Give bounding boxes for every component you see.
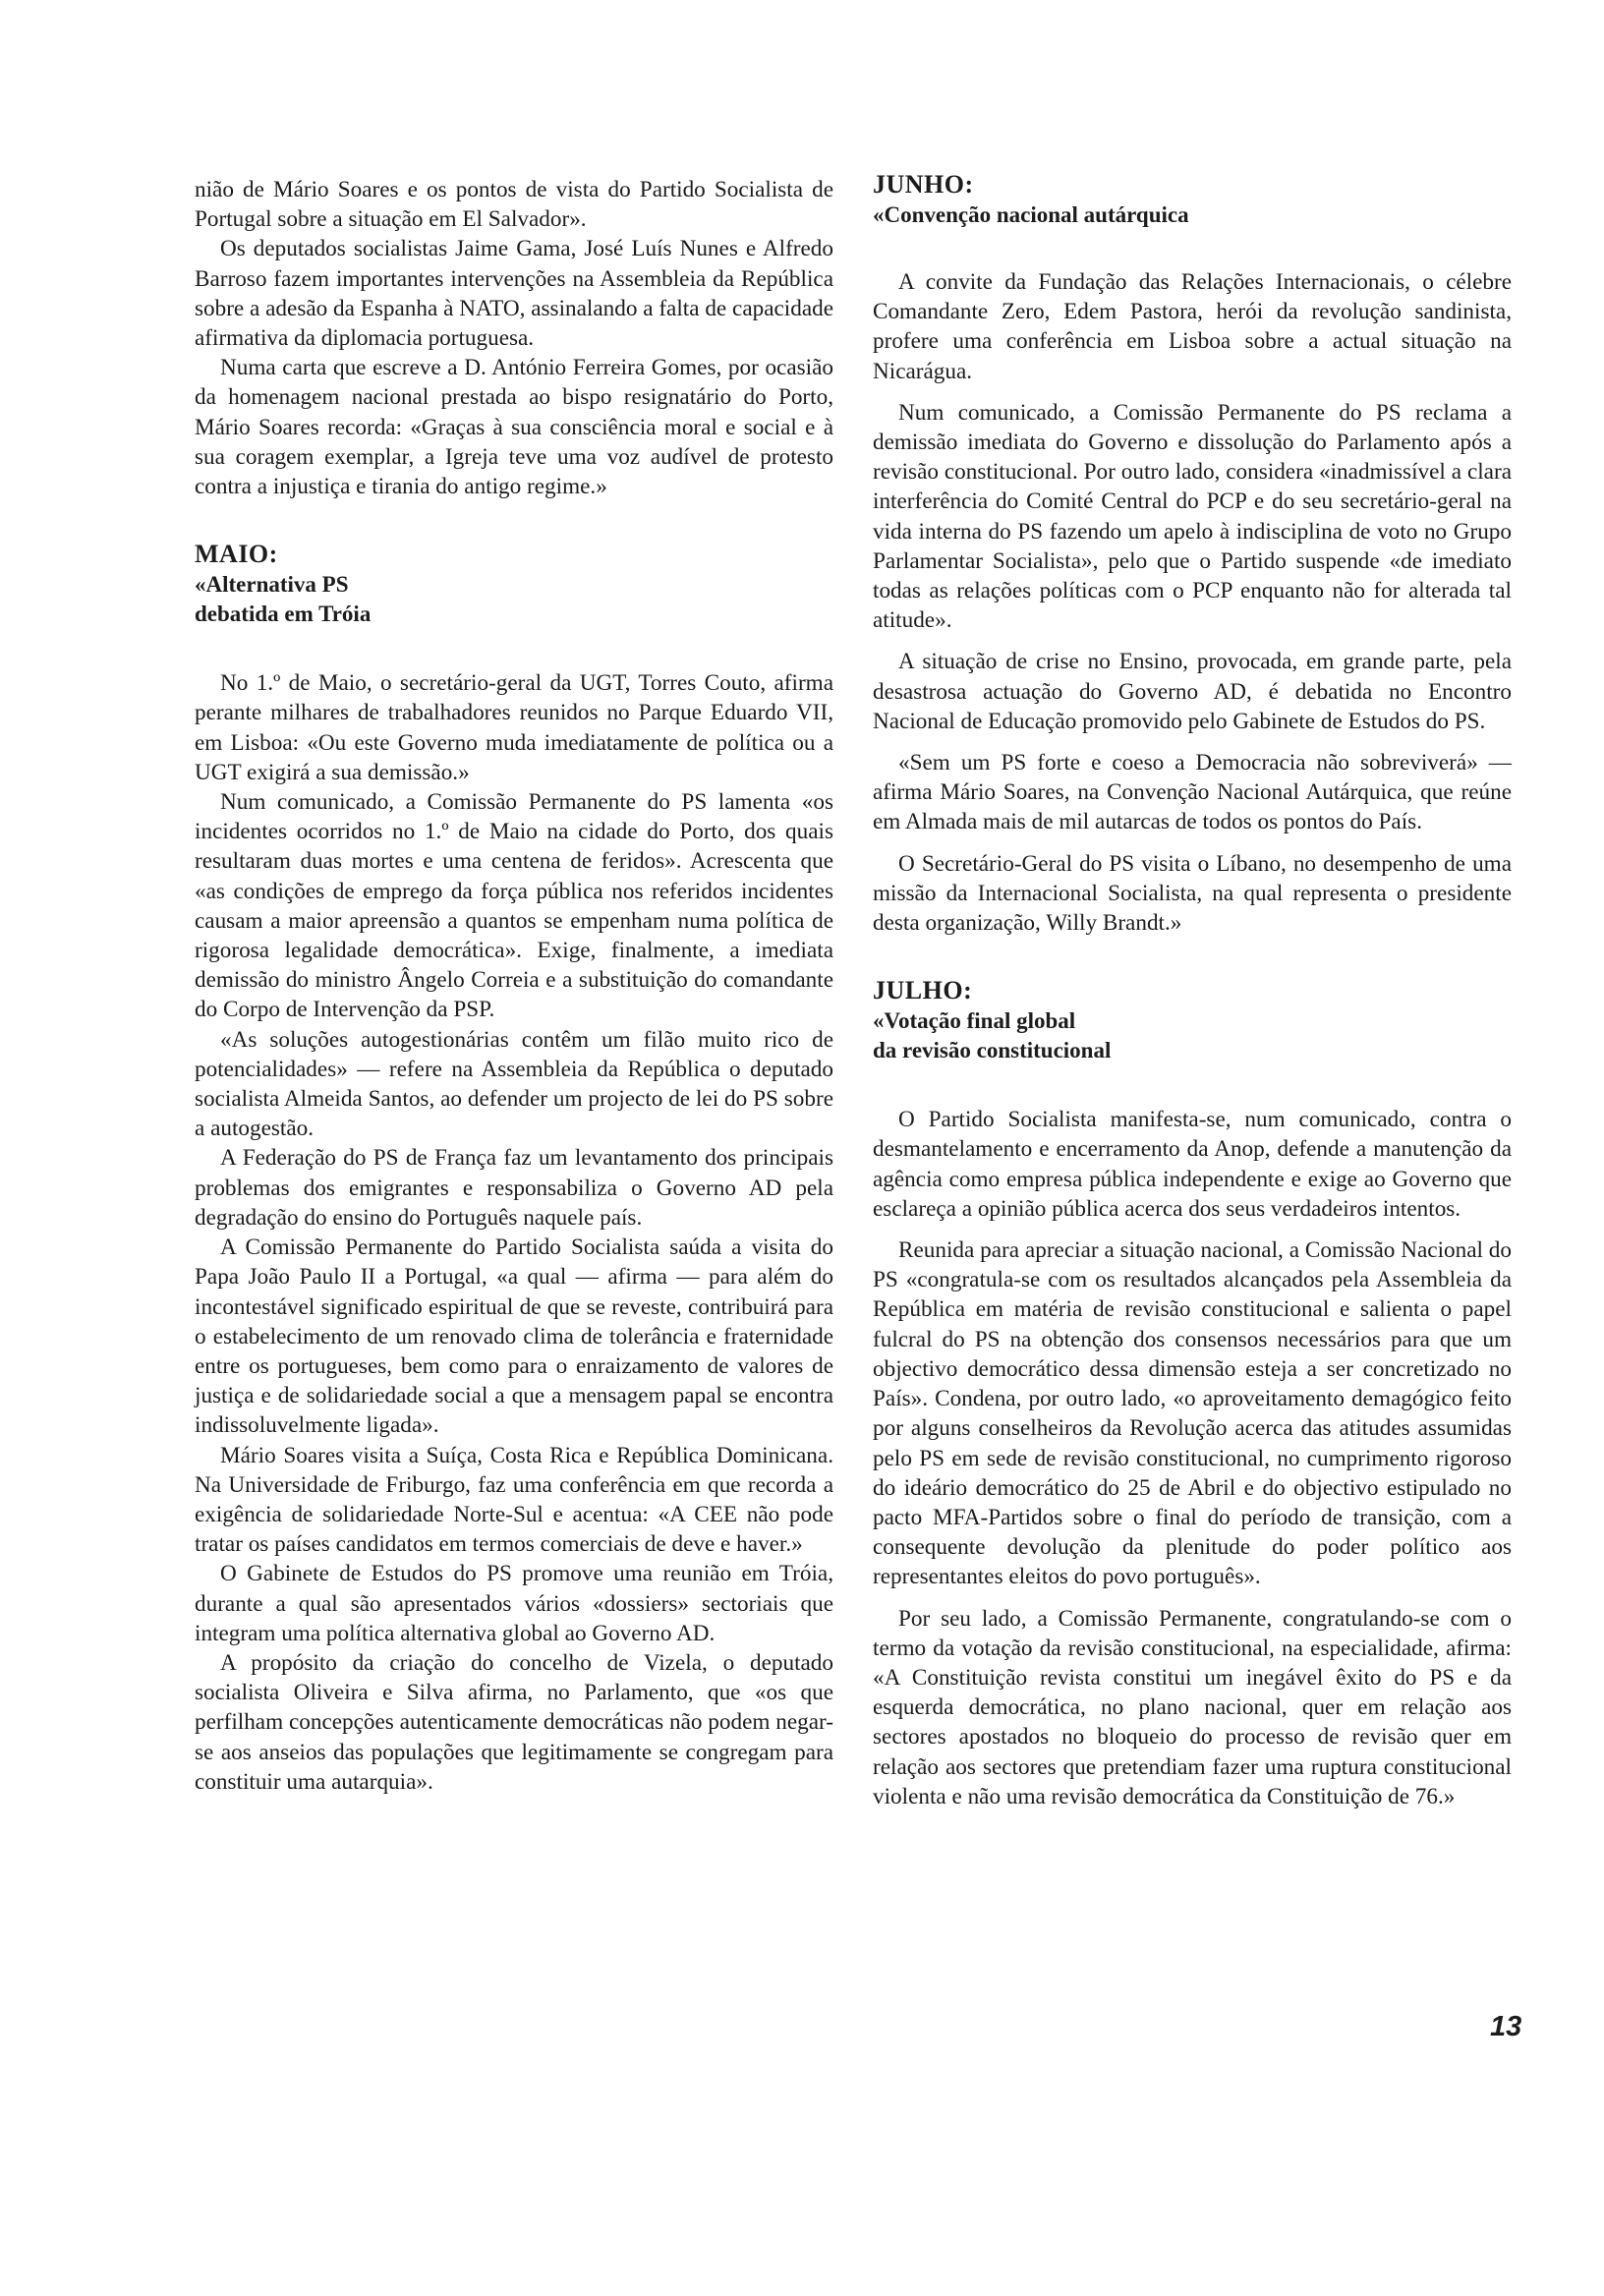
section-title: «Alternativa PS — [195, 572, 349, 598]
paragraph: O Secretário-Geral do PS visita o Líbano, no desempenho de uma missão da Internacional Socialista, na qual representa o presidente desta organização, Willy Brandt.» — [873, 850, 1512, 937]
paragraph: Os deputados socialistas Jaime Gama, José Luís Nunes e Alfredo Barroso fazem importantes intervenções na Assembleia da República sobre a adesão da Espanha à NATO, assinalando a falta de capacidade afirmativa da diplomacia portuguesa. — [195, 236, 833, 352]
paragraph: Num comunicado, a Comissão Permanente do PS reclama a demissão imediata do Governo e dissolução do Parlamento após a revisão constitucional. Por outro lado, considera «inadmissível a clara interferência do Comité Central do PCP e do seu secretário-geral na vida interna do PS fazendo um apelo à indisciplina de voto no Grupo Parlamentar Socialista», pelo que o Partido suspende «de imediato todas as relações políticas com o PCP enquanto não for alterada tal atitude». — [873, 399, 1512, 634]
section-heading-maio — [195, 539, 833, 629]
section-heading-julho — [873, 975, 1512, 1065]
paragraph: No 1.º de Maio, o secretário-geral da UGT, Torres Couto, afirma perante milhares de trabalhadores reunidos no Parque Eduardo VII, em Lisboa: «Ou este Governo muda imediatamente de política ou a UGT exigirá a sua demissão.» — [195, 670, 833, 785]
paragraph: nião de Mário Soares e os pontos de vista do Partido Socialista de Portugal sobre a situação em El Salvador». — [195, 177, 833, 233]
right-column — [873, 169, 1512, 1811]
month-label: MAIO: — [195, 540, 278, 569]
paragraph: A Comissão Permanente do Partido Socialista saúda a visita do Papa João Paulo II a Portugal, «a qual — afirma — para além do incontestável significado espiritual de que se reveste, contribuirá para o estabelecimento de um renovado clima de tolerância e fraternidade entre os portugueses, bem como para o enraizamento de valores de justiça e de solidariedade social a que a mensagem papal se encontra indissoluvelmente ligada». — [195, 1234, 833, 1439]
paragraph: O Gabinete de Estudos do PS promove uma reunião em Tróia, durante a qual são apresentados vários «dossiers» sectoriais que integram uma política alternativa global ao Governo AD. — [195, 1561, 833, 1646]
left-column — [195, 175, 833, 1797]
paragraph: A convite da Fundação das Relações Internacionais, o célebre Comandante Zero, Edem Pastora, herói da revolução sandinista, profere uma conferência em Lisboa sobre a actual situação na Nicarágua. — [873, 269, 1512, 384]
paragraph: O Partido Socialista manifesta-se, num comunicado, contra o desmantelamento e encerramento da Anop, defende a manutenção da agência como empresa pública independente e exige ao Governo que esclareça a opinião pública acerca dos seus verdadeiros intentos. — [873, 1107, 1512, 1222]
paragraph: Reunida para apreciar a situação nacional, a Comissão Nacional do PS «congratula-se com os resultados alcançados pela Assembleia da República em matéria de revisão constitucional e salienta o papel fulcral do PS na obtenção dos consensos necessários para que um objectivo democrático dessa dimensão esteja a ser concretizado no País». Condena, por outro lado, «o aproveitamento demagógico feito por alguns conselheiros da Revolução acerca das atitudes assumidas pelo PS em sede de revisão constitucional, no cumprimento rigoroso do ideário democrático do 25 de Abril e do objectivo estipulado no pacto MFA-Partidos sobre o final do período de transição, com a consequente devolução da plenitude do poder político aos representantes eleitos do povo português». — [873, 1237, 1512, 1590]
section-title: da revisão constitucional — [873, 1038, 1112, 1063]
paragraph: A Federação do PS de França faz um levantamento dos principais problemas dos emigrantes e responsabiliza o Governo AD pela degradação do ensino do Português naquele país. — [195, 1145, 833, 1231]
paragraph: A situação de crise no Ensino, provocada, em grande parte, pela desastrosa actuação do Governo AD, é debatida no Encontro Nacional de Educação promovido pelo Gabinete de Estudos do PS. — [873, 649, 1512, 734]
section-heading-junho — [873, 169, 1512, 230]
section-title: debatida em Tróia — [195, 602, 372, 627]
month-label: JULHO: — [873, 976, 973, 1005]
section-title: «Votação final global — [873, 1008, 1076, 1034]
page-number: 13 — [1490, 2011, 1522, 2042]
paragraph: Por seu lado, a Comissão Permanente, congratulando-se com o termo da votação da revisão constitucional, na especialidade, afirma: «A Constituição revista constitui um inegável êxito do PS e da esquerda democrática, no plano nacional, quer em relação aos sectores apostados no bloqueio do processo de revisão quer em relação aos sectores que pretendiam fazer uma ruptura constitucional violenta e não uma revisão democrática da Constituição de 76.» — [873, 1605, 1512, 1809]
paragraph: Mário Soares visita a Suíça, Costa Rica e República Dominicana. Na Universidade de Friburgo, faz uma conferência em que recorda a exigência de solidariedade Norte-Sul e acentua: «A CEE não pode tratar os países candidatos em termos comerciais de deve e haver.» — [195, 1442, 833, 1558]
paragraph: Numa carta que escreve a D. António Ferreira Gomes, por ocasião da homenagem nacional prestada ao bispo resignatário do Porto, Mário Soares recorda: «Graças à sua consciência moral e social e à sua coragem exemplar, a Igreja teve uma voz audível de protesto contra a injustiça e tirania do antigo regime.» — [195, 355, 833, 500]
section-title: «Convenção nacional autárquica — [873, 202, 1189, 227]
paragraph: A propósito da criação do concelho de Vizela, o deputado socialista Oliveira e Silva afirma, no Parlamento, que «os que perfilham concepções autenticamente democráticas não podem negar-se aos anseios das populações que legitimamente se congregam para constituir uma autarquia». — [195, 1649, 833, 1795]
paragraph: «Sem um PS forte e coeso a Democracia não sobreviverá» — afirma Mário Soares, na Convenção Nacional Autárquica, que reúne em Almada mais de mil autarcas de todos os pontos do País. — [873, 750, 1512, 835]
month-label: JUNHO: — [873, 170, 974, 199]
paragraph: Num comunicado, a Comissão Permanente do PS lamenta «os incidentes ocorridos no 1.º de Maio na cidade do Porto, dos quais resultaram duas mortes e uma centena de feridos». Acrescenta que «as condições de emprego da força pública nos referidos incidentes causam a maior apreensão a quantos se empenham numa política de rigorosa legalidade democrática». Exige, finalmente, a imediata demissão do ministro Ângelo Correia e a substituição do comandante do Corpo de Intervenção da PSP. — [195, 789, 833, 1023]
paragraph: «As soluções autogestionárias contêm um filão muito rico de potencialidades» — refere na Assembleia da República o deputado socialista Almeida Santos, ao defender um projecto de lei do PS sobre a autogestão. — [195, 1026, 833, 1142]
